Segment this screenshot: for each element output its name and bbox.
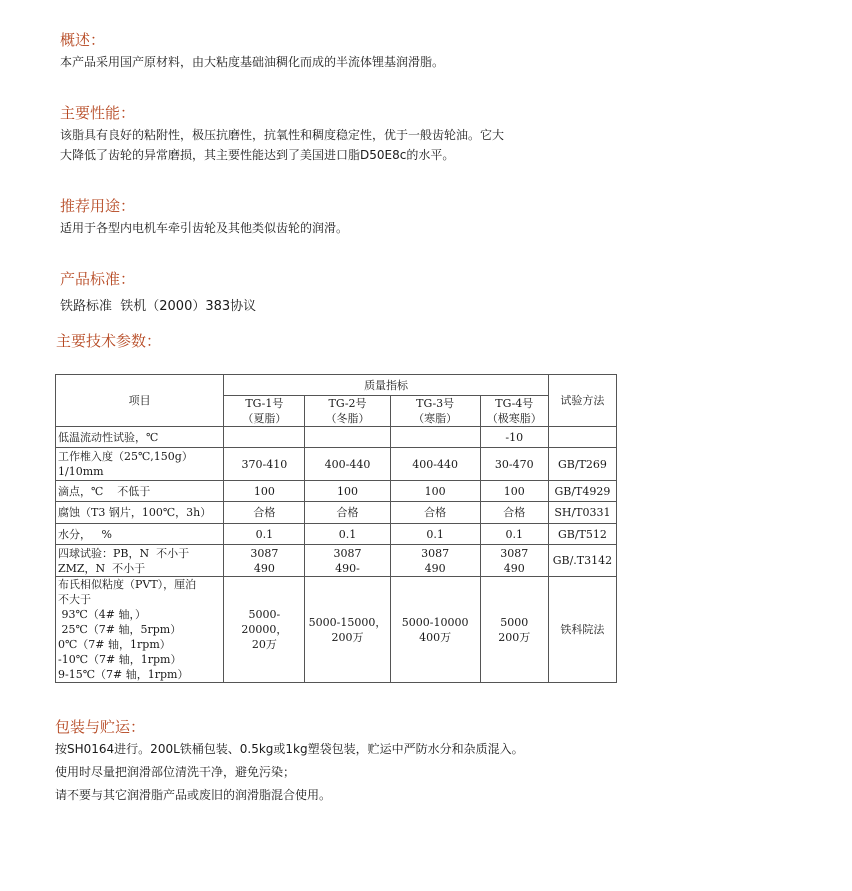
grade-header-1 <box>224 396 305 427</box>
header-item: 项目 <box>56 375 224 427</box>
row-value-grade-3 <box>390 448 480 481</box>
row-value-grade-3 <box>390 502 480 524</box>
row-value-line: 30-470 <box>494 457 534 471</box>
grade-name: TG-4号 <box>495 397 534 410</box>
row-value-line: 5000-15000， <box>308 615 387 629</box>
row-value-grade-4 <box>480 427 548 448</box>
usage-text: 适用于各型内电机车牵引齿轮及其他类似齿轮的润滑。 <box>60 221 349 235</box>
row-value-grade-2 <box>305 577 390 683</box>
row-value-line: 490 <box>424 561 446 575</box>
spec-table <box>55 374 617 683</box>
row-item-line: 腐蚀（T3 钢片，100℃，3h） <box>58 506 212 519</box>
row-item <box>56 545 224 577</box>
table-row <box>56 545 617 577</box>
packaging-heading: 包装与贮运： <box>55 718 146 736</box>
row-item <box>56 427 224 448</box>
usage-heading: 推荐用途： <box>60 197 136 215</box>
row-item-line: 不大于 <box>58 593 91 606</box>
grade-sub: （夏脂） <box>242 412 287 425</box>
overview-heading: 概述： <box>60 31 106 49</box>
row-value-grade-4 <box>480 545 548 577</box>
row-value-grade-3 <box>390 524 480 545</box>
overview-text: 本产品采用国产原材料，由大粘度基础油稠化而成的半流体锂基润滑脂。 <box>60 55 445 69</box>
row-value-line: 3087 <box>250 546 279 560</box>
table-row <box>56 502 617 524</box>
row-item-line: -10℃（7# 轴，1rpm） <box>58 653 182 666</box>
grade-header-2 <box>305 396 390 427</box>
row-value-grade-1 <box>224 577 305 683</box>
table-row <box>56 448 617 481</box>
performance-heading: 主要性能： <box>60 104 136 122</box>
row-method: GB/T269 <box>548 448 616 481</box>
row-item-line: 滴点，℃ 不低于 <box>58 484 151 498</box>
row-value-grade-3 <box>390 577 480 683</box>
performance-line-1: 该脂具有良好的粘附性，极压抗磨性，抗氧性和稠度稳定性，优于一般齿轮油。它大 <box>60 128 505 142</box>
row-value-grade-1 <box>224 427 305 448</box>
row-value-line: 400万 <box>419 630 452 644</box>
row-item-line: 水分， % <box>58 527 112 541</box>
row-value-grade-4 <box>480 481 548 502</box>
row-value-line: 20万 <box>251 638 277 651</box>
row-item-line: 布氏相似粘度（PVT），厘泊 <box>58 578 197 591</box>
row-value-grade-2 <box>305 502 390 524</box>
row-value-grade-2 <box>305 524 390 545</box>
grade-header-3 <box>390 396 480 427</box>
header-method: 试验方法 <box>548 375 616 427</box>
row-item-line: ZMZ，N 不小于 <box>58 561 146 575</box>
row-value-line: 400-440 <box>412 457 459 471</box>
row-value-grade-1 <box>224 481 305 502</box>
row-value-line: 3087 <box>500 546 529 560</box>
row-value-line: 200万 <box>498 630 531 644</box>
row-value-grade-2 <box>305 448 390 481</box>
table-row <box>56 577 617 683</box>
row-value-line: 490 <box>503 561 525 575</box>
packaging-line-1: 按SH0164进行。200L铁桶包装、0.5kg或1kg塑袋包装，贮运中严防水分和杂质混入。 <box>55 742 524 756</box>
row-item-line: 25℃（7# 轴，5rpm） <box>58 623 182 636</box>
row-item-line: 低温流动性试验，℃ <box>58 430 159 444</box>
row-method: GB/T512 <box>548 524 616 545</box>
row-value-line: 合格 <box>253 506 276 519</box>
row-value-grade-3 <box>390 481 480 502</box>
row-method: GB/.T3142 <box>548 545 616 577</box>
row-value-grade-3 <box>390 427 480 448</box>
standard-text: 铁路标准 铁机（2000）383协议 <box>60 299 257 314</box>
row-item <box>56 448 224 481</box>
row-item-line: 四球试验：PB，N 不小于 <box>58 546 190 560</box>
row-value-grade-1 <box>224 502 305 524</box>
row-item-line: 0℃（7# 轴，1rpm） <box>58 638 171 651</box>
row-value-line: 合格 <box>503 506 526 519</box>
grade-sub: （极寒脂） <box>486 412 542 425</box>
row-value-line: 200万 <box>331 630 364 644</box>
standard-heading: 产品标准： <box>60 270 136 288</box>
row-value-grade-1 <box>224 524 305 545</box>
grade-name: TG-2号 <box>328 397 367 410</box>
row-item-line: 9-15℃（7# 轴，1rpm） <box>58 668 189 681</box>
row-item <box>56 577 224 683</box>
row-value-line: 0.1 <box>338 527 357 541</box>
row-value-line: 合格 <box>336 506 359 519</box>
row-value-grade-4 <box>480 524 548 545</box>
grade-header-4 <box>480 396 548 427</box>
row-value-grade-4 <box>480 502 548 524</box>
row-value-line: 0.1 <box>505 527 524 541</box>
row-value-grade-3 <box>390 545 480 577</box>
row-value-grade-4 <box>480 577 548 683</box>
row-value-line: 3087 <box>333 546 362 560</box>
row-value-line: 100 <box>424 484 446 498</box>
tech-params-heading: 主要技术参数： <box>56 332 162 350</box>
row-value-line: 400-440 <box>324 457 371 471</box>
row-item <box>56 481 224 502</box>
table-row <box>56 481 617 502</box>
row-item-line: 93℃（4# 轴，） <box>58 608 147 621</box>
row-value-grade-2 <box>305 481 390 502</box>
row-value-line: 100 <box>253 484 275 498</box>
row-item-line: 工作椎入度（25℃,150g） <box>58 450 193 463</box>
row-value-line: 3087 <box>421 546 450 560</box>
table-row <box>56 427 617 448</box>
row-value-line: 0.1 <box>426 527 444 541</box>
row-value-line: 490- <box>335 561 360 575</box>
row-method: 铁科院法 <box>548 577 616 683</box>
grade-name: TG-3号 <box>416 397 455 410</box>
row-value-grade-1 <box>224 448 305 481</box>
row-item <box>56 502 224 524</box>
row-value-line: 0.1 <box>255 527 274 541</box>
row-value-line: -10 <box>505 430 524 444</box>
row-method: SH/T0331 <box>548 502 616 524</box>
row-method: GB/T4929 <box>548 481 616 502</box>
grade-sub: （寒脂） <box>413 412 458 425</box>
row-value-line: 5000-20000， <box>241 608 288 636</box>
row-value-line: 100 <box>503 484 525 498</box>
row-item <box>56 524 224 545</box>
row-item-line: 1/10mm <box>58 465 104 478</box>
row-value-line: 合格 <box>424 506 447 519</box>
row-value-line: 490 <box>253 561 275 575</box>
performance-line-2: 大降低了齿轮的异常磨损，其主要性能达到了美国进口脂D50E8c的水平。 <box>60 148 455 162</box>
row-value-grade-4 <box>480 448 548 481</box>
grade-name: TG-1号 <box>245 397 284 410</box>
row-method <box>548 427 616 448</box>
header-quality: 质量指标 <box>224 375 549 396</box>
grade-sub: （冬脂） <box>325 412 370 425</box>
packaging-line-2: 使用时尽量把润滑部位清洗干净，避免污染； <box>55 765 296 779</box>
row-value-grade-2 <box>305 427 390 448</box>
row-value-line: 5000-10000 <box>401 615 469 629</box>
row-value-grade-2 <box>305 545 390 577</box>
row-value-line: 5000 <box>500 615 529 629</box>
row-value-grade-1 <box>224 545 305 577</box>
table-row <box>56 524 617 545</box>
row-value-line: 100 <box>337 484 358 498</box>
packaging-line-3: 请不要与其它润滑脂产品或废旧的润滑脂混合使用。 <box>55 788 332 802</box>
row-value-line: 370-410 <box>241 457 288 471</box>
